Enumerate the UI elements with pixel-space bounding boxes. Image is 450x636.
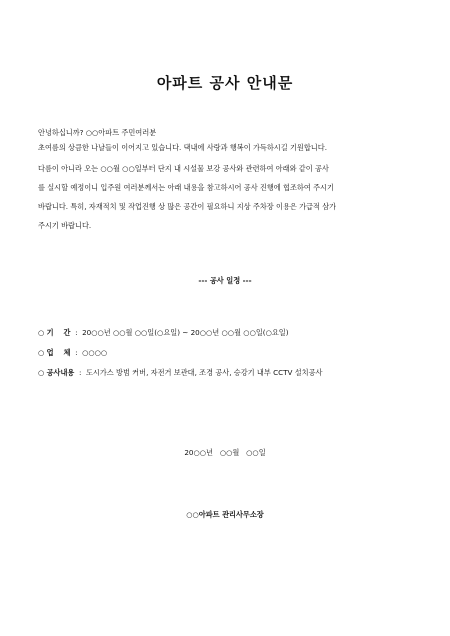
schedule-item-company (38, 348, 107, 358)
item-separator: : (76, 368, 84, 377)
schedule-item-period (38, 328, 289, 338)
bullet-circle: ○ (38, 368, 45, 377)
schedule-heading: --- 공사 일정 --- (198, 276, 252, 285)
item-separator: : (72, 348, 80, 357)
body-line-3: 바랍니다. 특히, 자재적치 및 작업진행 상 많은 공간이 필요하니 지상 주차장 이용은 가급적 삼가 (38, 202, 337, 211)
item-value: ○○○○ (82, 348, 108, 357)
document-title: 아파트 공사 안내문 (156, 74, 294, 92)
bullet-circle: ○ (38, 348, 45, 357)
body-line-2: 를 실시할 예정이니 입주원 여러분께서는 아래 내용을 참고하시어 공사 진행에 협조하여 주시기 (38, 183, 334, 192)
item-value: 20○○년 ○○월 ○○일(○요일) ~ 20○○년 ○○월 ○○일(○요일) (82, 328, 289, 337)
item-label: 공사내용 (46, 368, 75, 377)
item-label: 기 간 (46, 328, 71, 337)
item-value: 도시가스 방범 커버, 자전거 보관대, 조경 공사, 승강기 내부 CCTV 설치공사 (85, 368, 323, 377)
item-label: 업 체 (46, 348, 71, 357)
body-line-1: 다름이 아니라 오는 ○○월 ○○일부터 단지 내 시설물 보강 공사와 관련하여 아래와 같이 공사 (38, 164, 329, 173)
season-greeting-text: 초여름의 상큼한 나날들이 이어지고 있습니다. 댁내에 사랑과 행복이 가득하시길 기원합니다. (38, 143, 327, 152)
document-date: 20○○년 ○○월 ○○일 (184, 448, 266, 457)
schedule-item-content (38, 368, 322, 378)
signature-line: ○○아파트 관리사무소장 (186, 510, 264, 519)
bullet-circle: ○ (38, 328, 45, 337)
body-line-4: 주시기 바랍니다. (38, 221, 92, 230)
greeting-text: 안녕하십니까? ○○아파트 주민여러분 (38, 128, 157, 137)
item-separator: : (72, 328, 80, 337)
